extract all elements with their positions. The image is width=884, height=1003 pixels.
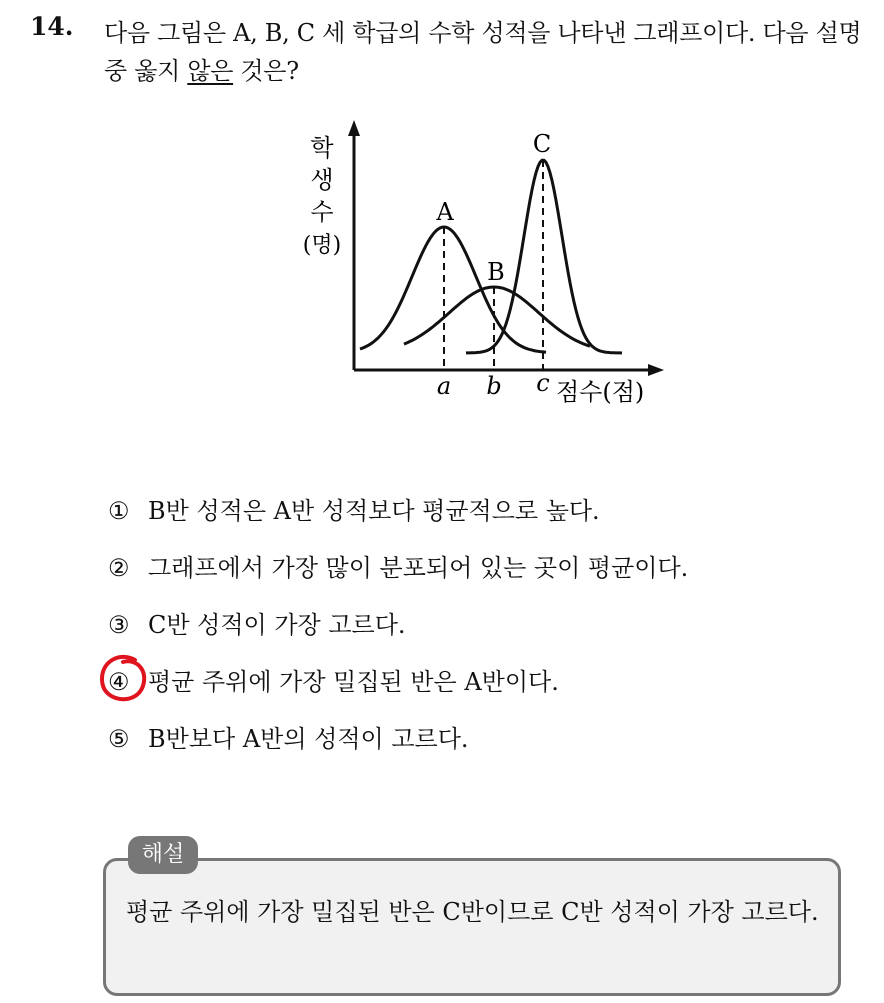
distribution-graph [290, 112, 670, 432]
answer-circle-icon [95, 652, 153, 706]
choice-1-mark: ① [108, 497, 130, 525]
y-label-2: 생 [310, 166, 334, 194]
curve-b [404, 287, 590, 346]
choice-2[interactable] [108, 551, 688, 585]
choice-4-mark: ④ [108, 668, 130, 696]
choice-4-text: 평균 주위에 가장 밀집된 반은 A반이다. [148, 668, 559, 696]
choice-1-text: B반 성적은 A반 성적보다 평균적으로 높다. [148, 497, 600, 525]
curve-label-c: C [532, 130, 552, 158]
y-label-4: (명) [302, 233, 342, 258]
explanation-text: 평균 주위에 가장 밀집된 반은 C반이므로 C반 성적이 가장 고르다. [126, 898, 819, 926]
y-axis-arrow [348, 120, 360, 136]
question-text [104, 14, 874, 90]
question-text-part2: 것은? [233, 57, 299, 85]
choice-5[interactable] [108, 722, 469, 756]
x-axis-arrow [648, 364, 664, 376]
curve-label-b: B [487, 258, 505, 286]
tick-label-a: a [436, 372, 452, 400]
choice-2-text: 그래프에서 가장 많이 분포되어 있는 곳이 평균이다. [148, 554, 689, 582]
question-text-underlined: 않은 [187, 57, 234, 85]
question-number: 14. [30, 12, 74, 41]
choice-5-text: B반보다 A반의 성적이 고르다. [148, 725, 469, 753]
tick-label-c: c [536, 369, 550, 397]
explanation-label: 해설 [128, 836, 198, 874]
curve-a [360, 227, 546, 352]
question-text-part1: 다음 그림은 A, B, C 세 학급의 수학 성적을 나타낸 그래프이다. 다음 설명 중 옳지 [104, 19, 862, 85]
curve-label-a: A [436, 198, 454, 226]
y-label-3: 수 [310, 198, 334, 226]
y-label-1: 학 [310, 134, 334, 162]
x-label: 점수(점) [556, 378, 645, 406]
choice-2-mark: ② [108, 554, 130, 582]
tick-label-b: b [486, 372, 502, 400]
choice-3[interactable] [108, 608, 406, 642]
choice-4[interactable] [108, 665, 559, 699]
choice-1[interactable] [108, 494, 600, 528]
choice-5-mark: ⑤ [108, 725, 130, 753]
choice-3-mark: ③ [108, 611, 130, 639]
choice-3-text: C반 성적이 가장 고르다. [148, 611, 406, 639]
